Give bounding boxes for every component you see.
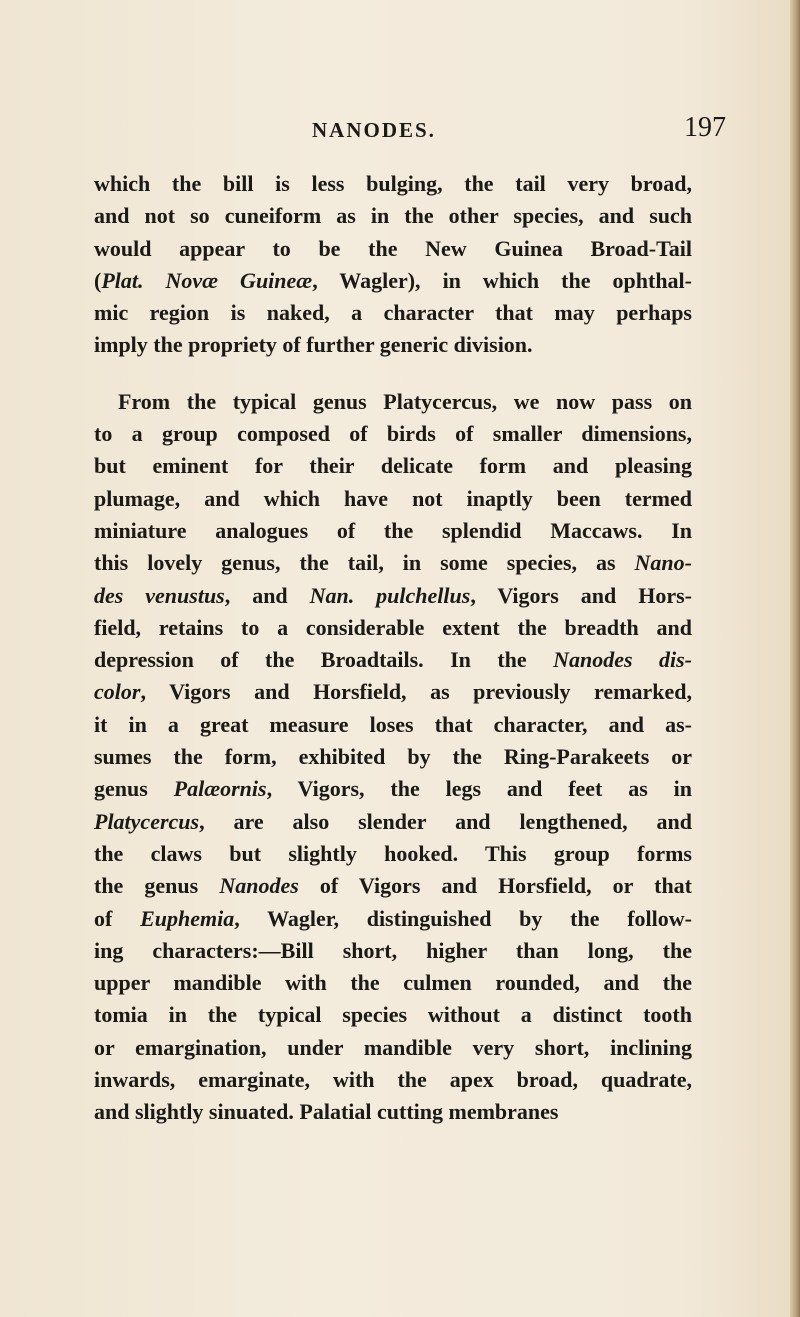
text-line: [94, 870, 692, 902]
italic-text: Nano-: [634, 550, 692, 576]
text-run: miniature analogues of the splendid Maccaws. In: [94, 517, 692, 543]
text-run: From the typical genus Platycercus, we now pass on: [118, 388, 692, 414]
text-line: [94, 580, 692, 612]
text-line: [94, 1096, 692, 1128]
text-run: ing characters:—Bill short, higher than long, the: [94, 937, 692, 963]
italic-text: Plat. Novæ Guineæ: [101, 267, 313, 293]
text-run: sumes the form, exhibited by the Ring-Parakeets or: [94, 744, 692, 770]
text-run: to a group composed of birds of smaller dimensions,: [94, 421, 692, 447]
text-line: [94, 999, 692, 1031]
text-run: the claws but slightly hooked. This group forms: [94, 840, 692, 866]
text-line: [94, 168, 692, 200]
text-run: , are also slender and lengthened, and: [199, 808, 692, 834]
text-run: and slightly sinuated. Palatial cutting membranes: [94, 1099, 559, 1125]
italic-text: Nanodes dis-: [553, 647, 692, 673]
text-run: field, retains to a considerable extent the breadth and: [94, 614, 692, 640]
text-line: [94, 644, 692, 676]
paragraph: [94, 168, 692, 362]
text-line: [94, 1032, 692, 1064]
text-line: [94, 806, 692, 838]
text-run: inwards, emarginate, with the apex broad, quadrate,: [94, 1067, 692, 1093]
text-run: , Vigors, the legs and feet as in: [266, 776, 692, 802]
text-run: , and: [224, 582, 310, 608]
text-run: it in a great measure loses that character, and as-: [94, 711, 692, 737]
text-run: or emargination, under mandible very short, inclining: [94, 1034, 692, 1060]
text-line: [94, 483, 692, 515]
text-run: this lovely genus, the tail, in some species, as: [94, 550, 635, 576]
text-run: but eminent for their delicate form and pleasing: [94, 453, 692, 479]
text-run: of Vigors and Horsfield, or that: [298, 873, 693, 899]
text-run: (: [94, 267, 102, 293]
text-line: [94, 1064, 692, 1096]
text-run: the genus: [94, 873, 220, 899]
italic-text: color: [94, 679, 141, 705]
text-line: [94, 515, 692, 547]
page-number: 197: [684, 112, 726, 143]
text-line: [94, 838, 692, 870]
text-run: plumage, and which have not inaptly been termed: [94, 485, 692, 511]
paragraph: [94, 386, 692, 1129]
text-line: [94, 676, 692, 708]
text-run: , Vigors and Horsfield, as previously remarked,: [140, 679, 692, 705]
running-head: [0, 112, 800, 142]
italic-text: Platycercus: [94, 808, 200, 834]
text-line: [94, 329, 692, 361]
text-line: [94, 773, 692, 805]
text-line: [94, 967, 692, 999]
text-line: [94, 935, 692, 967]
text-line: [94, 386, 692, 418]
text-line: [94, 903, 692, 935]
text-run: genus: [94, 776, 174, 802]
italic-text: des venustus: [94, 582, 225, 608]
text-run: which the bill is less bulging, the tail very broad,: [94, 171, 692, 196]
text-line: [94, 741, 692, 773]
text-run: , Wagler), in which the ophthal-: [312, 267, 692, 293]
text-run: would appear to be the New Guinea Broad-Tail: [94, 235, 692, 261]
text-run: upper mandible with the culmen rounded, and the: [94, 970, 692, 996]
text-run: depression of the Broadtails. In the: [94, 647, 554, 673]
text-line: [94, 200, 692, 232]
text-run: imply the propriety of further generic division.: [94, 332, 533, 358]
text-line: [94, 418, 692, 450]
text-line: [94, 612, 692, 644]
italic-text: Nanodes: [219, 873, 299, 899]
paragraph-gap: [94, 362, 692, 386]
text-run: mic region is naked, a character that may perhaps: [94, 300, 692, 326]
text-run: , Vigors and Hors-: [470, 582, 692, 608]
italic-text: Euphemia: [140, 905, 235, 931]
text-line: [94, 547, 692, 579]
italic-text: Nan. pulchellus: [309, 582, 471, 608]
running-title: NANODES.: [312, 118, 436, 142]
text-run: , Wagler, distinguished by the follow-: [234, 905, 692, 931]
text-line: [94, 297, 692, 329]
italic-text: Palæornis: [173, 776, 267, 802]
page-edge: [790, 0, 800, 1317]
text-run: of: [94, 905, 141, 931]
text-line: [94, 709, 692, 741]
text-run: and not so cuneiform as in the other species, and such: [94, 203, 692, 229]
text-line: [94, 450, 692, 482]
body-text: [94, 168, 692, 1129]
text-line: [94, 265, 692, 297]
text-line: [94, 233, 692, 265]
text-run: tomia in the typical species without a distinct tooth: [94, 1002, 692, 1028]
